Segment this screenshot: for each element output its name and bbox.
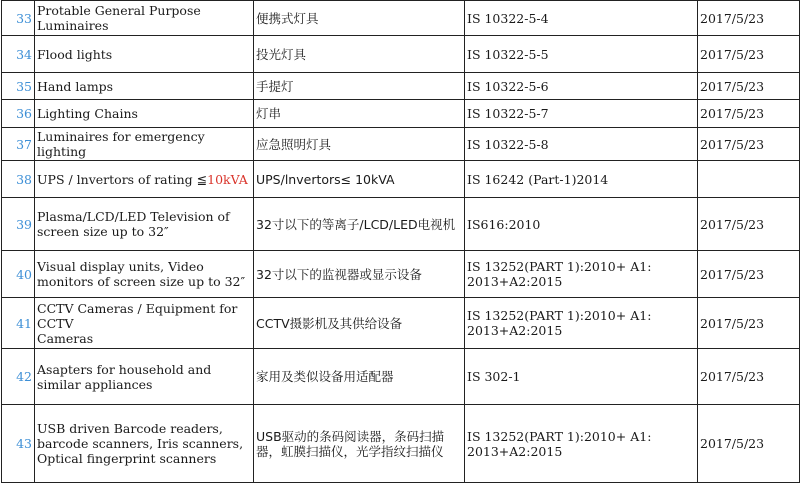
row-number: 40 — [2, 251, 35, 298]
effective-date: 2017/5/23 — [698, 298, 800, 349]
product-chinese-name: 家用及类似设备用适配器 — [254, 349, 465, 405]
effective-date: 2017/5/23 — [698, 73, 800, 100]
table-row — [2, 1, 800, 36]
row-number: 33 — [2, 1, 35, 36]
table-row — [2, 36, 800, 73]
row-number: 35 — [2, 73, 35, 100]
product-description: Plasma/LCD/LED Television of screen size up to 32″ — [35, 198, 254, 251]
product-chinese-name: 32寸以下的等离子/LCD/LED电视机 — [254, 198, 465, 251]
product-chinese-name: 应急照明灯具 — [254, 128, 465, 161]
effective-date: 2017/5/23 — [698, 198, 800, 251]
effective-date — [698, 161, 800, 198]
product-chinese-name: UPS/lnvertors≤ 10kVA — [254, 161, 465, 198]
product-chinese-name: 灯串 — [254, 100, 465, 128]
row-number: 38 — [2, 161, 35, 198]
table-row — [2, 161, 800, 198]
product-description: Lighting Chains — [35, 100, 254, 128]
indian-standard: IS 10322-5-6 — [465, 73, 698, 100]
rating-highlight: 10kVA — [207, 171, 248, 187]
product-chinese-name: USB驱动的条码阅读器，条码扫描 器，虹膜扫描仪，光学指纹扫描仪 — [254, 405, 465, 483]
effective-date: 2017/5/23 — [698, 36, 800, 73]
indian-standard: IS 10322-5-4 — [465, 1, 698, 36]
product-description: CCTV Cameras / Equipment for CCTV Cameras — [35, 298, 254, 349]
standards-table — [1, 0, 800, 483]
row-number: 41 — [2, 298, 35, 349]
indian-standard: IS 13252(PART 1):2010+ A1: 2013+A2:2015 — [465, 405, 698, 483]
product-description: Hand lamps — [35, 73, 254, 100]
product-chinese-name: 32寸以下的监视器或显示设备 — [254, 251, 465, 298]
effective-date: 2017/5/23 — [698, 251, 800, 298]
product-description: Protable General Purpose Luminaires — [35, 1, 254, 36]
table-row — [2, 405, 800, 483]
product-description: Asapters for household and similar appliances — [35, 349, 254, 405]
table-row — [2, 251, 800, 298]
row-number: 43 — [2, 405, 35, 483]
indian-standard: IS 13252(PART 1):2010+ A1: 2013+A2:2015 — [465, 298, 698, 349]
product-description — [35, 161, 254, 198]
row-number: 34 — [2, 36, 35, 73]
indian-standard: IS 10322-5-8 — [465, 128, 698, 161]
description-text: UPS / lnvertors of rating ≦ — [37, 171, 208, 187]
indian-standard: IS 16242 (Part-1)2014 — [465, 161, 698, 198]
product-description: Visual display units, Video monitors of screen size up to 32″ — [35, 251, 254, 298]
row-number: 37 — [2, 128, 35, 161]
indian-standard: IS616:2010 — [465, 198, 698, 251]
product-chinese-name: 投光灯具 — [254, 36, 465, 73]
product-chinese-name: 便携式灯具 — [254, 1, 465, 36]
row-number: 42 — [2, 349, 35, 405]
table-row — [2, 73, 800, 100]
effective-date: 2017/5/23 — [698, 100, 800, 128]
product-description: Luminaires for emergency lighting — [35, 128, 254, 161]
table-row — [2, 128, 800, 161]
product-chinese-name: CCTV摄影机及其供给设备 — [254, 298, 465, 349]
indian-standard: IS 10322-5-7 — [465, 100, 698, 128]
indian-standard: IS 302-1 — [465, 349, 698, 405]
effective-date: 2017/5/23 — [698, 349, 800, 405]
table-row — [2, 298, 800, 349]
table-row — [2, 198, 800, 251]
table-row — [2, 349, 800, 405]
effective-date: 2017/5/23 — [698, 1, 800, 36]
indian-standard: IS 10322-5-5 — [465, 36, 698, 73]
effective-date: 2017/5/23 — [698, 405, 800, 483]
product-description: Flood lights — [35, 36, 254, 73]
effective-date: 2017/5/23 — [698, 128, 800, 161]
product-chinese-name: 手提灯 — [254, 73, 465, 100]
row-number: 36 — [2, 100, 35, 128]
table-row — [2, 100, 800, 128]
indian-standard: IS 13252(PART 1):2010+ A1: 2013+A2:2015 — [465, 251, 698, 298]
row-number: 39 — [2, 198, 35, 251]
product-description: USB driven Barcode readers, barcode scanners, Iris scanners, Optical fingerprint scanners — [35, 405, 254, 483]
